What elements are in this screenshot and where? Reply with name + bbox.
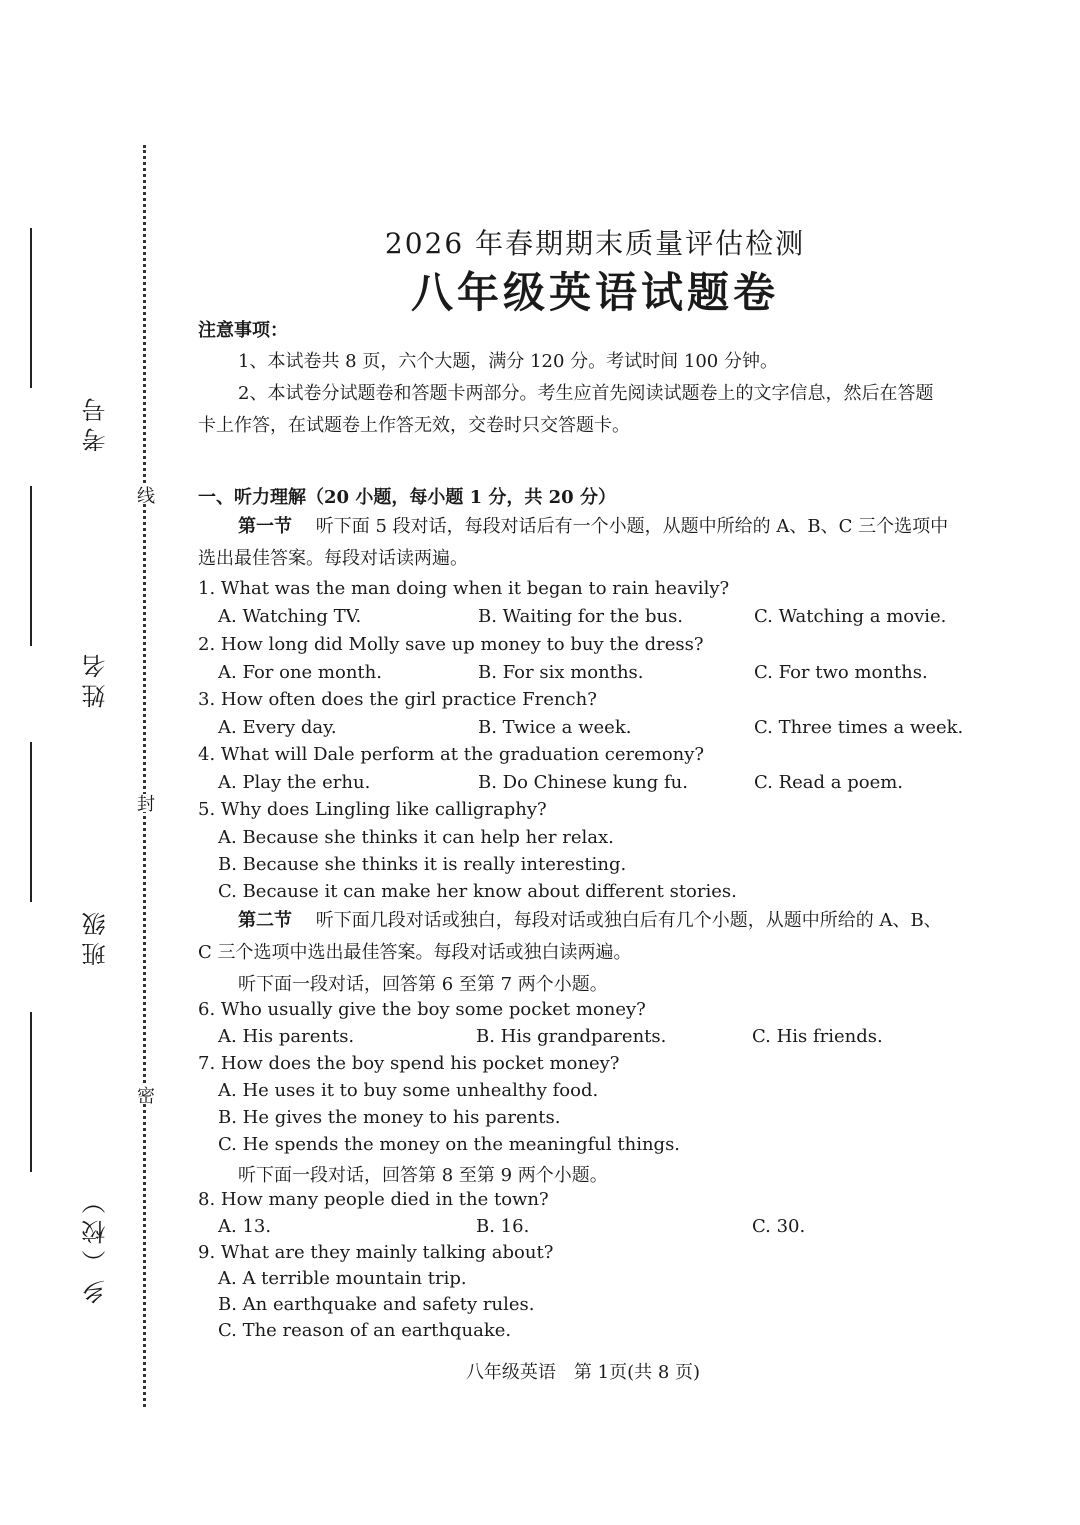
q3-option-c: C. Three times a week. [754,717,964,738]
exam-title: 八年级英语试题卷 [410,268,779,317]
q1-option-b: B. Waiting for the bus. [478,606,684,627]
q4-option-c: C. Read a poem. [754,772,904,793]
note-item-2: 2、本试卷分试题卷和答题卡两部分。考生应首先阅读试题卷上的文字信息，然后在答题 [238,383,934,404]
q9-option-c: C. The reason of an earthquake. [218,1320,512,1341]
cut-mark-seal: 封 [134,794,155,812]
part1-label: 第一节 [238,516,292,537]
question-2: 2. How long did Molly save up money to buy the dress? [198,634,704,655]
field-school[interactable] [78,1184,118,1304]
q9-option-b: B. An earthquake and safety rules. [218,1294,535,1315]
question-6: 6. Who usually give the boy some pocket money? [198,999,646,1020]
q3-option-a: A. Every day. [218,717,337,738]
part2-line1: 听下面几段对话或独白，每段对话或独白后有几个小题，从题中所给的 A、B、 [315,910,942,931]
q5-option-b: B. Because she thinks it is really interesting. [218,854,627,875]
part2-label: 第二节 [238,910,292,931]
q8-option-c: C. 30. [752,1216,806,1237]
q7-option-a: A. He uses it to buy some unhealthy food. [218,1080,599,1101]
field-line-name[interactable] [30,486,32,646]
field-line-exam-number[interactable] [30,228,32,388]
q5-option-c: C. Because it can make her know about different stories. [218,881,737,902]
notes-heading: 注意事项： [198,320,288,341]
q8-option-b: B. 16. [476,1216,530,1237]
field-name[interactable] [78,648,118,708]
q3-option-b: B. Twice a week. [478,717,632,738]
q1-option-a: A. Watching TV. [218,606,362,627]
notes-block [198,346,998,442]
binding-dotted-line [143,145,146,1407]
instruction-q6-q7: 听下面一段对话，回答第 6 至第 7 两个小题。 [238,974,608,995]
part1-line2: 选出最佳答案。每段对话读两遍。 [198,548,468,569]
q8-option-a: A. 13. [218,1216,272,1237]
q1-option-c: C. Watching a movie. [754,606,947,627]
q6-option-b: B. His grandparents. [476,1026,667,1047]
field-line-class[interactable] [30,742,32,902]
q4-option-a: A. Play the erhu. [218,772,371,793]
field-class[interactable] [78,906,118,966]
field-line-school[interactable] [30,1012,32,1172]
question-8: 8. How many people died in the town? [198,1189,549,1210]
field-label-class: 班级 [82,906,110,966]
q2-option-a: A. For one month. [218,662,382,683]
question-1: 1. What was the man doing when it began to rain heavily? [198,578,730,599]
q6-option-a: A. His parents. [218,1026,355,1047]
cut-mark-line: 线 [134,486,155,504]
question-5: 5. Why does Lingling like calligraphy? [198,799,547,820]
part2-instructions [198,905,998,969]
field-exam-number[interactable] [78,392,118,452]
instruction-q8-q9: 听下面一段对话，回答第 8 至第 9 两个小题。 [238,1165,608,1186]
note-item-1: 1、本试卷共 8 页，六个大题，满分 120 分。考试时间 100 分钟。 [238,351,778,372]
question-7: 7. How does the boy spend his pocket money? [198,1053,620,1074]
exam-subtitle: 2026 年春期期末质量评估检测 [384,227,806,260]
cut-mark-secret: 密 [134,1086,155,1104]
q2-option-b: B. For six months. [478,662,644,683]
field-label-exam-number: 考号 [82,392,110,452]
note-item-2-cont: 卡上作答，在试题卷上作答无效，交卷时只交答题卡。 [198,415,630,436]
q9-option-a: A. A terrible mountain trip. [218,1268,467,1289]
question-4: 4. What will Dale perform at the graduation ceremony? [198,744,705,765]
field-label-school: 乡（校） [82,1184,110,1304]
q5-option-a: A. Because she thinks it can help her relax. [218,827,614,848]
q4-option-b: B. Do Chinese kung fu. [478,772,688,793]
q6-option-c: C. His friends. [752,1026,883,1047]
part2-line2: C 三个选项中选出最佳答案。每段对话或独白读两遍。 [198,942,632,963]
q7-option-c: C. He spends the money on the meaningful things. [218,1134,681,1155]
question-9: 9. What are they mainly talking about? [198,1242,554,1263]
part1-instructions [198,511,998,575]
q2-option-c: C. For two months. [754,662,928,683]
q7-option-b: B. He gives the money to his parents. [218,1107,561,1128]
field-label-name: 姓名 [82,648,110,708]
section-heading-listening: 一、听力理解（20 小题，每小题 1 分，共 20 分） [198,487,616,508]
question-3: 3. How often does the girl practice French? [198,689,597,710]
page-footer: 八年级英语 第 1页(共 8 页) [465,1362,701,1383]
part1-line1: 听下面 5 段对话，每段对话后有一个小题，从题中所给的 A、B、C 三个选项中 [315,516,949,537]
